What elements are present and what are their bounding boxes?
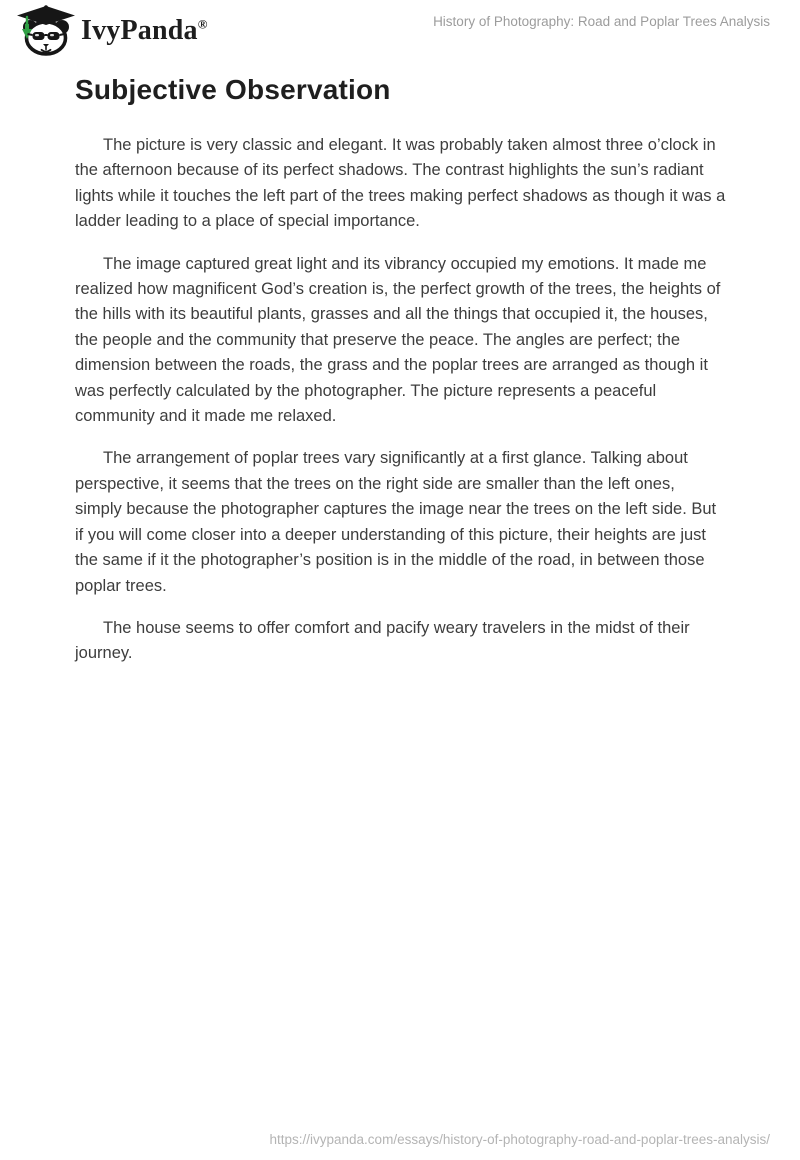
page-header — [0, 0, 800, 62]
registered-mark: ® — [197, 16, 208, 32]
page-title: Subjective Observation — [75, 74, 391, 105]
paragraph: The arrangement of poplar trees vary significantly at a first glance. Talking about perspective, it seems that the trees on the right side are smaller than the left ones, simply because the photographer captures the image near the trees on the left side. But if you will come closer into a deeper understanding of this picture, their heights are just the same if it the photographer’s position is in the middle of the road, in between those poplar trees. — [75, 449, 717, 595]
paragraph: The house seems to offer comfort and pacify weary travelers in the midst of their journey. — [75, 618, 690, 663]
brand-name: IvyPanda® — [81, 15, 208, 46]
paragraph: The picture is very classic and elegant. It was probably taken almost three o’clock in the afternoon because of its perfect shadows. The contrast highlights the sun’s radiant lights while it touches the left part of the trees making perfect shadows as though it was a ladder leading to a place of special importance. — [75, 136, 726, 231]
source-url-link[interactable]: https://ivypanda.com/essays/history-of-photography-road-and-poplar-trees-analysis/ — [269, 1132, 770, 1147]
ivypanda-logo[interactable] — [14, 4, 208, 58]
panda-graduate-icon — [14, 4, 78, 58]
article-body — [75, 74, 726, 684]
running-head-title: History of Photography: Road and Poplar Trees Analysis — [433, 14, 770, 29]
paragraph: The image captured great light and its vibrancy occupied my emotions. It made me realized how magnificent God’s creation is, the perfect growth of the trees, the heights of the hills with its beautiful plants, grasses and all the things that occupied it, the houses, the people and the community that preserve the peace. The angles are perfect; the dimension between the roads, the grass and the poplar trees are arranged as though it was perfectly calculated by the photographer. The picture represents a peaceful community and it made me relaxed. — [75, 254, 721, 426]
